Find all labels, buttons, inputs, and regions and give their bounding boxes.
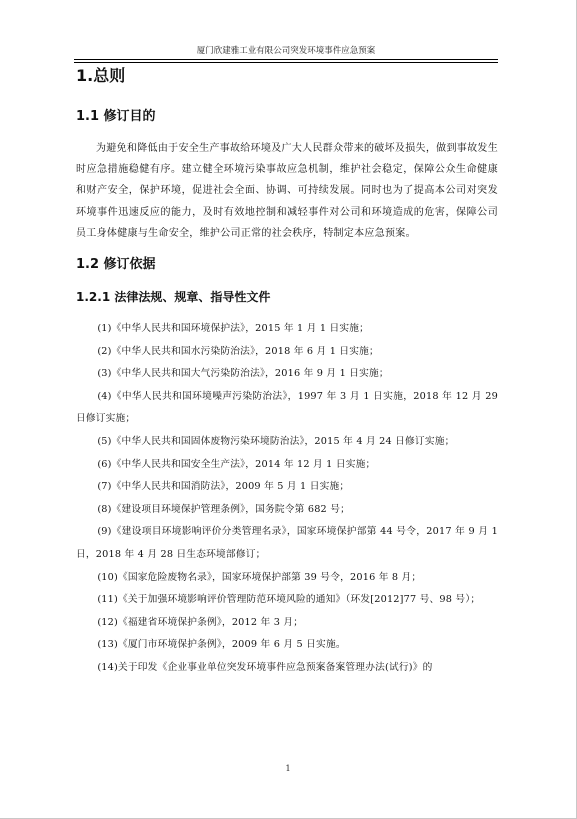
list-item: (3)《中华人民共和国大气污染防治法》，2016 年 9 月 1 日实施；: [97, 368, 389, 380]
list-item: (5)《中华人民共和国固体废物污染环境防治法》，2015 年 4 月 24 日修订实施；: [97, 435, 455, 447]
purpose-paragraph: 为避免和降低由于安全生产事故给环境及广大人民群众带来的破坏及损失，做到事故发生时应急措施稳健有序。建立健全环境污染事故应急机制，维护社会稳定，保障公众生命健康和财产安全，保护环境，促进社会全面、协调、可持续发展。同时也为了提高本公司对突发环境事件迅速反应的能力，及时有效地控制和减轻事件对公司和环境造成的危害，保障公司员工身体健康与生命安全，维护公司正常的社会秩序，特制定本应急预案。: [76, 143, 498, 239]
list-item: (9)《建设项目环境影响评价分类管理名录》，国家环境保护部第 44 号令，2017 年 9 月 1 日，2018 年 4 月 28 日生态环境部修订；: [76, 526, 498, 560]
list-item: (10)《国家危险废物名录》，国家环境保护部第 39 号令，2016 年 8 月；: [97, 571, 422, 583]
page-number: 1: [285, 764, 291, 773]
list-item: (7)《中华人民共和国消防法》，2009 年 5 月 1 日实施；: [97, 481, 350, 493]
list-item: (8)《建设项目环境保护管理条例》，国务院令第 682 号；: [97, 503, 350, 515]
list-item: (12)《福建省环境保护条例》，2012 年 3 月；: [97, 616, 304, 628]
list-item: (11)《关于加强环境影响评价管理防范环境风险的通知》（环发[2012]77 号、98 号）；: [97, 594, 481, 606]
list-item: (4)《中华人民共和国环境噪声污染防治法》，1997 年 3 月 1 日实施，2018 年 12 月 29 日修订实施；: [76, 390, 498, 425]
list-item: (1)《中华人民共和国环境保护法》，2015 年 1 月 1 日实施；: [97, 323, 370, 335]
chapter-title: 1.总则: [76, 66, 126, 85]
list-item: (6)《中华人民共和国安全生产法》，2014 年 12 月 1 日实施；: [97, 458, 376, 470]
laws-list: [76, 318, 498, 680]
section-title-purpose: 1.1 修订目的: [76, 109, 156, 124]
subsection-title-laws: 1.2.1 法律法规、规章、指导性文件: [76, 290, 271, 305]
list-item: (2)《中华人民共和国水污染防治法》，2018 年 6 月 1 日实施；: [97, 345, 379, 357]
page-content: [76, 60, 498, 680]
page-header: 厦门欣建雅工业有限公司突发环境事件应急预案: [74, 44, 498, 60]
section-title-basis: 1.2 修订依据: [76, 257, 156, 273]
list-item: (14)关于印发《企业事业单位突发环境事件应急预案备案管理办法(试行)》的: [97, 661, 433, 673]
list-item: (13)《厦门市环境保护条例》，2009 年 6 月 5 日实施。: [97, 639, 346, 651]
